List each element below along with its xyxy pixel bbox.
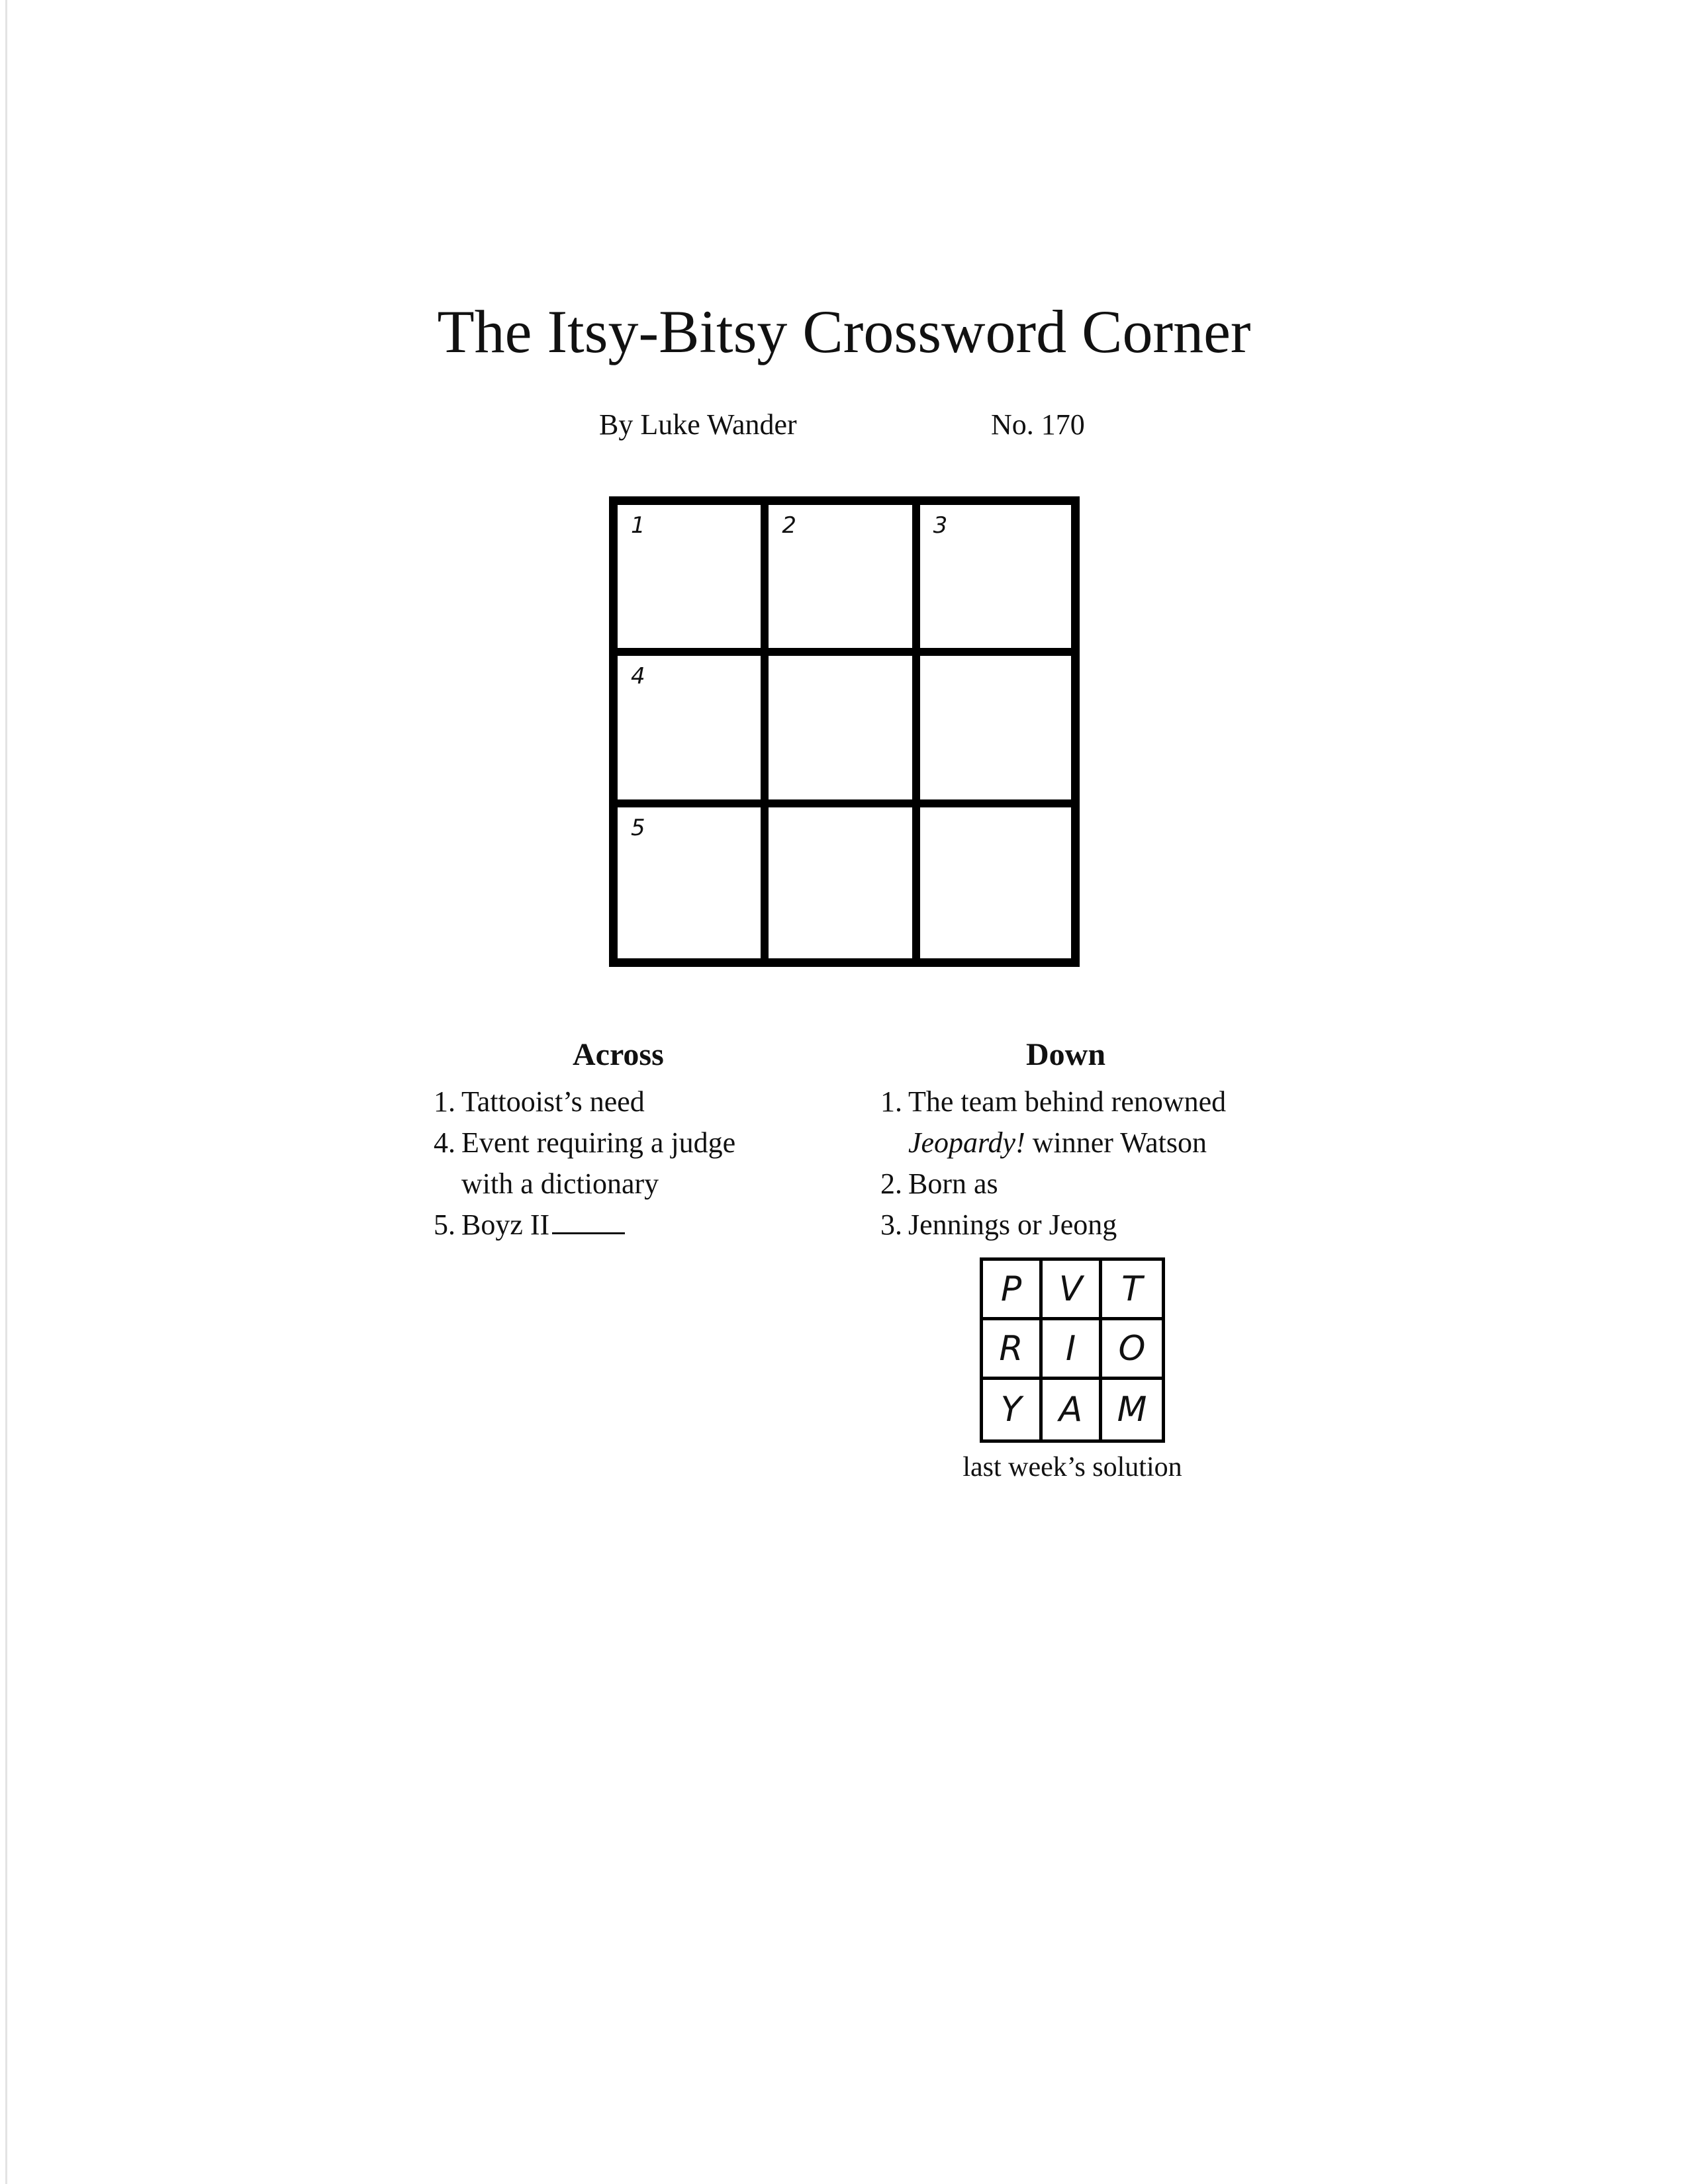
across-clues: [434, 1032, 897, 1246]
clue-text: [461, 1205, 625, 1246]
grid-cell[interactable]: [769, 505, 919, 656]
cell-number: 4: [631, 663, 645, 690]
solution-letter: O: [1102, 1320, 1162, 1380]
down-clue-3: [880, 1205, 1344, 1246]
answer-blank: [552, 1206, 625, 1234]
clue-line: winner Watson: [1025, 1126, 1207, 1159]
clue-number: 3.: [880, 1208, 902, 1241]
cell-number: 1: [631, 512, 645, 539]
clue-line: The team behind renowned: [908, 1085, 1227, 1118]
clue-line: Boyz II: [461, 1208, 550, 1241]
clue-number: 1.: [434, 1085, 455, 1118]
clue-number: 1.: [880, 1085, 902, 1118]
crossword-grid: [609, 496, 1080, 967]
down-clue-1: [880, 1081, 1344, 1163]
clue-number: 5.: [434, 1208, 455, 1241]
clue-text: Tattooist’s need: [461, 1085, 645, 1118]
solution-letter: M: [1117, 1390, 1147, 1430]
across-heading: Across: [573, 1037, 664, 1072]
grid-cell[interactable]: [618, 656, 769, 807]
across-clue-5: [434, 1205, 897, 1246]
solution-letter: V: [1043, 1261, 1102, 1320]
clue-text: [908, 1081, 1226, 1163]
across-clue-1: [434, 1081, 897, 1122]
grid-cell[interactable]: [920, 807, 1071, 958]
grid-cell[interactable]: [618, 807, 769, 958]
clue-text: Born as: [908, 1167, 998, 1200]
clue-italic-title: Jeopardy!: [908, 1126, 1025, 1159]
grid-cell[interactable]: [920, 505, 1071, 656]
clue-text: [461, 1122, 735, 1205]
clue-number: 2.: [880, 1167, 902, 1200]
grid-cell[interactable]: [769, 656, 919, 807]
grid-cell[interactable]: [769, 807, 919, 958]
cell-number: 3: [933, 512, 948, 539]
solution-letter: I: [1043, 1320, 1102, 1380]
clue-number: 4.: [434, 1126, 455, 1159]
cell-number: 2: [782, 512, 796, 539]
clue-line: Event requiring a judge: [461, 1126, 736, 1159]
down-clue-2: [880, 1163, 1344, 1205]
author-byline: By Luke Wander: [599, 408, 797, 441]
solution-letter: P: [983, 1261, 1043, 1320]
solution-letter: R: [983, 1320, 1043, 1380]
solution-letter: A: [1043, 1380, 1102, 1439]
cell-number: 5: [631, 814, 645, 841]
grid-cell[interactable]: [618, 505, 769, 656]
clue-line: with a dictionary: [461, 1167, 659, 1200]
down-clues: [880, 1032, 1344, 1246]
last-week-solution-grid: [980, 1257, 1165, 1443]
page-title: The Itsy-Bitsy Crossword Corner: [437, 298, 1251, 365]
grid-cell[interactable]: [920, 656, 1071, 807]
solution-caption: last week’s solution: [962, 1452, 1182, 1482]
across-clue-4: [434, 1122, 897, 1205]
puzzle-number: No. 170: [991, 408, 1085, 441]
solution-letter: T: [1102, 1261, 1162, 1320]
down-heading: Down: [1026, 1037, 1106, 1072]
solution-letter: Y: [983, 1380, 1043, 1439]
clue-text: Jennings or Jeong: [908, 1208, 1117, 1241]
